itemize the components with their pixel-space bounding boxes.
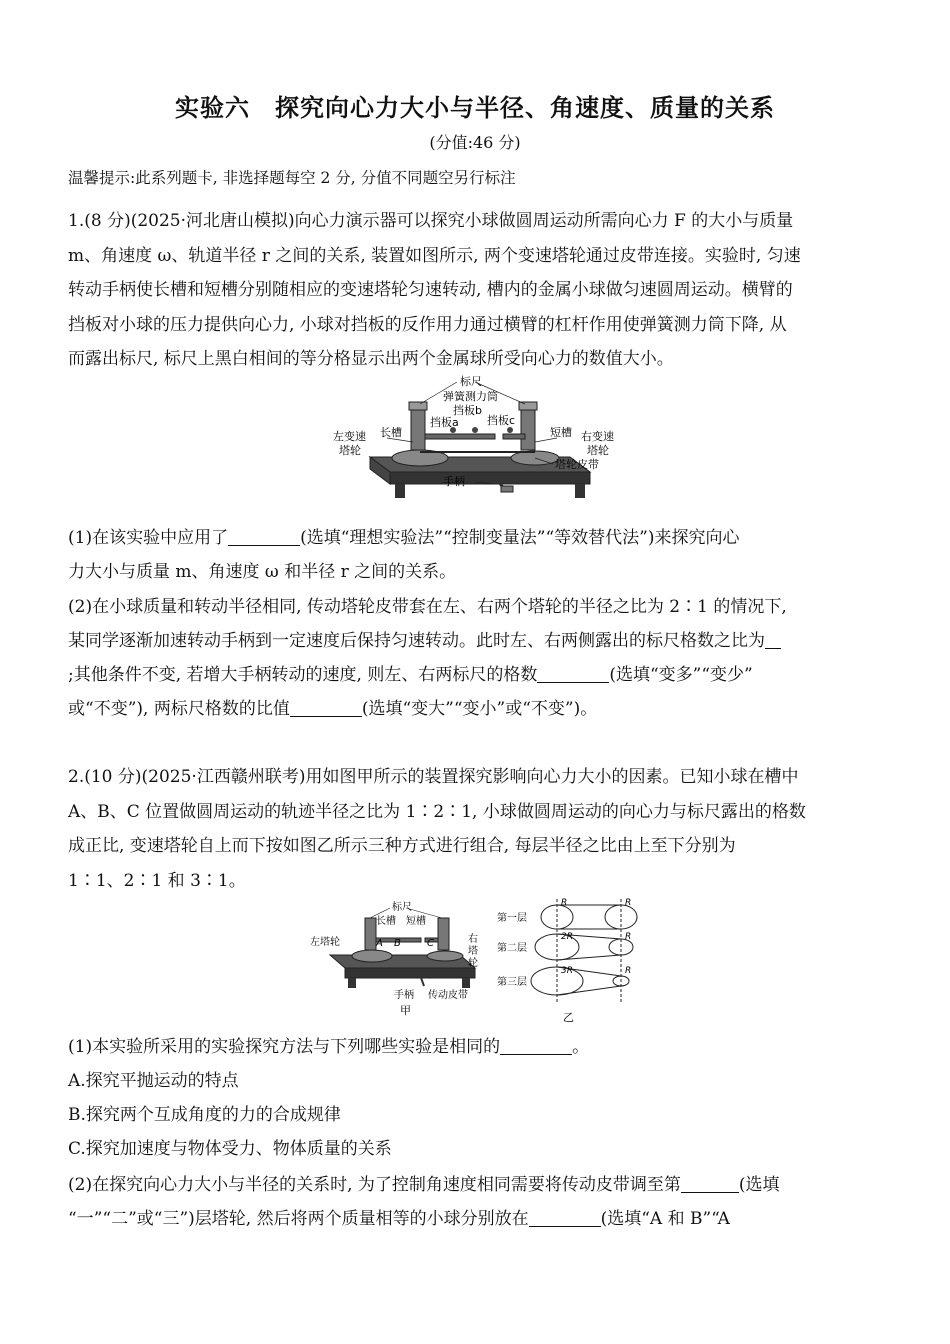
label-long-groove: 长槽 xyxy=(380,426,402,439)
q1-p2-answer-blank-3[interactable] xyxy=(290,698,362,717)
q2-intro-line-4: 1∶1、2∶1 和 3∶1。 xyxy=(68,870,246,891)
q2-wheel-diagram-b xyxy=(495,895,645,1029)
label-layer-1: 第一层 xyxy=(497,913,527,924)
q1-intro-line-4: 挡板对小球的压力提供向心力, 小球对挡板的反作用力通过横臂的杠杆作用使弹簧测力筒下降, 从 xyxy=(68,314,787,335)
label2-c: C xyxy=(427,938,434,949)
q2-p1-answer-blank[interactable] xyxy=(500,1036,572,1055)
score-note: (分值:46 分) xyxy=(429,133,521,152)
label-left-wheel-1: 左变速 xyxy=(333,430,366,443)
q2-p2-line-2a: “一”“二”或“三”)层塔轮, 然后将两个质量相等的小球分别放在 xyxy=(68,1209,529,1229)
q1-part2 xyxy=(68,590,883,726)
q2-p2-line-2b: (选填“A 和 B”“A xyxy=(600,1209,730,1229)
q1-p2-answer-blank-1[interactable] xyxy=(765,630,781,649)
q1-intro-line-1: 1.(8 分)(2025·河北唐山模拟)向心力演示器可以探究小球做圆周运动所需向心力 F 的大小与质量 xyxy=(68,211,794,231)
q2-p2-line-1a: (2)在探究向心力大小与半径的关系时, 为了控制角速度相同需要将传动皮带调至第 xyxy=(68,1175,681,1195)
label2-right-3: 轮 xyxy=(468,958,478,969)
q2-intro-line-1: 2.(10 分)(2025·江西赣州联考)用如图甲所示的装置探究影响向心力大小的因素。已知小球在槽中 xyxy=(68,767,799,787)
q2-option-a: A.探究平抛运动的特点 xyxy=(68,1071,239,1091)
q2-apparatus-figure-a xyxy=(310,900,490,1024)
q2-p2-line-1b: (选填 xyxy=(738,1175,780,1195)
q2-p1-text: (1)本实验所采用的实验探究方法与下列哪些实验是相同的 xyxy=(68,1037,501,1057)
q1-intro xyxy=(68,204,883,377)
q2-intro-line-3: 成正比, 变速塔轮自上而下按如图乙所示三种方式进行组合, 每层半径之比由上至下分别为 xyxy=(68,836,736,856)
label-2r: 2R xyxy=(561,932,573,942)
label-r-1: R xyxy=(561,898,568,908)
label-right-wheel-1: 右变速 xyxy=(581,430,614,443)
label2-belt: 传动皮带 xyxy=(428,990,468,1001)
label2-b: B xyxy=(394,938,401,949)
q1-p2-line-2: 某同学逐渐加速转动手柄到一定速度后保持匀速转动。此时左、右两侧露出的标尺格数之比为 xyxy=(68,631,765,651)
label-spring: 弹簧测力筒 xyxy=(443,390,498,403)
q2-p2-answer-blank-2[interactable] xyxy=(529,1208,601,1227)
q1-p1-text-a: (1)在该实验中应用了 xyxy=(68,528,229,548)
label-short-groove: 短槽 xyxy=(550,426,572,439)
label-r-1-right: R xyxy=(625,898,632,908)
label-ruler: 标尺 xyxy=(460,375,482,388)
q2-option-c: C.探究加速度与物体受力、物体质量的关系 xyxy=(68,1139,392,1159)
q2-part1 xyxy=(68,1030,883,1166)
q1-apparatus-figure xyxy=(325,372,625,521)
q1-p2-line-3a: ;其他条件不变, 若增大手柄转动的速度, 则左、右两标尺的格数 xyxy=(68,665,538,685)
q2-intro-line-2: A、B、C 位置做圆周运动的轨迹半径之比为 1∶2∶1, 小球做圆周运动的向心力与标尺露出的格数 xyxy=(68,801,806,822)
tip-text: 温馨提示:此系列题卡, 非选择题每空 2 分, 分值不同题空另行标注 xyxy=(68,169,516,187)
label-3r: 3R xyxy=(561,966,573,976)
label2-right-1: 右 xyxy=(468,934,478,945)
label2-a: A xyxy=(376,938,383,949)
q1-p2-line-3b: (选填“变多”“变少” xyxy=(609,665,753,685)
label-handle: 手柄 xyxy=(443,475,465,488)
q1-p1-line-2: 力大小与质量 m、角速度 ω 和半径 r 之间的关系。 xyxy=(68,562,457,582)
q1-p1-text-b: (选填“理想实验法”“控制变量法”“等效替代法”)来探究向心 xyxy=(300,528,740,548)
q1-p2-line-4b: (选填“变大”“变小”或“不变”)。 xyxy=(361,699,598,719)
q2-p1-end: 。 xyxy=(572,1037,590,1057)
q1-intro-line-2: m、角速度 ω、轨道半径 r 之间的关系, 装置如图所示, 两个变速塔轮通过皮带连接。实验时, 匀速 xyxy=(68,245,801,266)
label2-ruler: 标尺 xyxy=(392,902,412,913)
q1-part1 xyxy=(68,521,883,589)
q2-option-b: B.探究两个互成角度的力的合成规律 xyxy=(68,1105,341,1125)
q1-intro-line-5: 而露出标尺, 标尺上黑白相间的等分格显示出两个金属球所受向心力的数值大小。 xyxy=(68,349,674,369)
label2-short-groove: 短槽 xyxy=(406,916,426,927)
label-fig-b: 乙 xyxy=(563,1011,574,1024)
page-title: 实验六 探究向心力大小与半径、角速度、质量的关系 xyxy=(175,94,775,122)
q2-p2-answer-blank-1[interactable] xyxy=(681,1174,739,1193)
label-baffle-b: 挡板b xyxy=(453,404,482,417)
label-layer-2: 第二层 xyxy=(497,943,527,954)
label-baffle-c: 挡板c xyxy=(487,414,516,427)
label-left-wheel-2: 塔轮 xyxy=(339,444,361,457)
q1-p2-line-1: (2)在小球质量和转动半径相同, 传动塔轮皮带套在左、右两个塔轮的半径之比为 2∶1 的情况下, xyxy=(68,597,787,617)
q1-p2-line-4a: 或“不变”), 两标尺格数的比值 xyxy=(68,699,290,719)
label-r-3-right: R xyxy=(625,966,632,976)
label2-fig-a: 甲 xyxy=(400,1004,411,1017)
label2-left-wheel: 左塔轮 xyxy=(310,937,340,948)
label-r-2-right: R xyxy=(625,932,632,942)
label-belt: 塔轮皮带 xyxy=(555,458,599,471)
label-layer-3: 第三层 xyxy=(497,977,527,988)
q2-part2 xyxy=(68,1168,883,1236)
label2-handle: 手柄 xyxy=(394,990,414,1001)
q1-p1-answer-blank[interactable] xyxy=(228,527,300,546)
q2-intro xyxy=(68,760,883,898)
label2-right-2: 塔 xyxy=(468,946,478,957)
label-right-wheel-2: 塔轮 xyxy=(587,444,609,457)
q1-intro-line-3: 转动手柄使长槽和短槽分别随相应的变速塔轮匀速转动, 槽内的金属小球做匀速圆周运动。横臂的 xyxy=(68,280,793,300)
label2-long-groove: 长槽 xyxy=(376,916,396,927)
q1-p2-answer-blank-2[interactable] xyxy=(537,664,609,683)
label-baffle-a: 挡板a xyxy=(430,416,459,429)
